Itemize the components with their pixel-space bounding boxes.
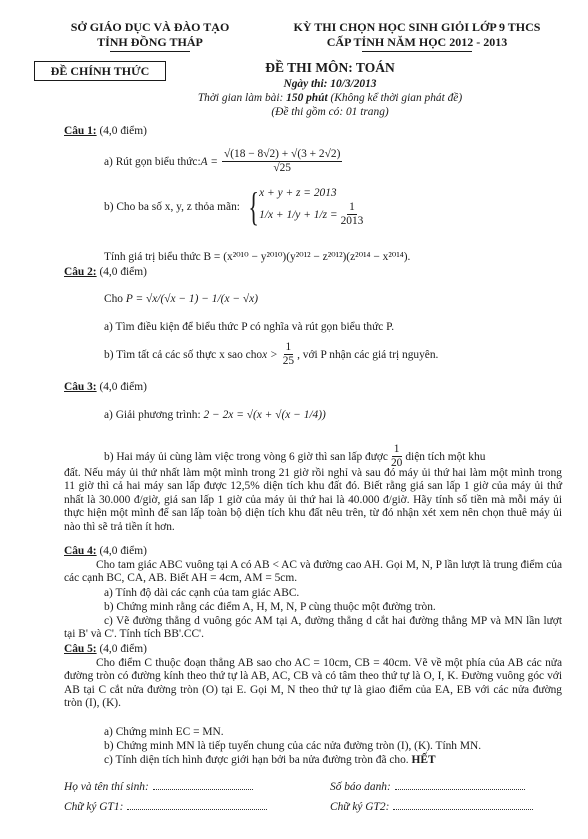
official-exam-box: ĐỀ CHÍNH THỨC <box>34 61 166 81</box>
q5-heading: Câu 5: (4,0 điểm) <box>64 643 147 655</box>
q5-part-c: c) Tính diện tích hình được giới hạn bởi ba nửa đường tròn đã cho. HẾT <box>104 754 436 766</box>
q2-part-b: b) Tìm tất cả các số thực x sao cho x > $\frac{1}{25}$ , với P nhận các giá trị nguyên. <box>104 341 439 367</box>
q5-part-a: a) Chứng minh EC = MN. <box>104 726 224 738</box>
exam-date: Ngày thi: 10/3/2013 <box>283 78 377 90</box>
footer-signature-1: Chữ ký GT1: <box>64 801 267 813</box>
q4-part-a: a) Tính độ dài các cạnh của tam giác ABC. <box>104 587 300 599</box>
q5-part-b: b) Chứng minh MN là tiếp tuyến chung của các nửa đường tròn (I), (K). Tính MN. <box>104 740 482 752</box>
q1-part-b: b) Cho ba số x, y, z thỏa mãn: { x + y + z = 2013 1/x + 1/y + 1/z = $\frac{1}{2013}$ <box>104 185 366 228</box>
q3-heading: Câu 3: (4,0 điểm) <box>64 381 147 393</box>
q4-heading: Câu 4: (4,0 điểm) <box>64 545 147 557</box>
q2-part-a: a) Tìm điều kiện để biểu thức P có nghĩa và rút gọn biểu thức P. <box>104 321 395 333</box>
exam-subject: ĐỀ THI MÔN: TOÁN <box>265 60 395 75</box>
header-left-rule <box>110 51 190 52</box>
footer-candidate-name: Họ và tên thí sinh: <box>64 781 253 793</box>
q1-part-a: a) Rút gọn biểu thức: A = $\frac{√(18 - 8√2) + √(3 + 2√2)}{√25}$ <box>104 148 341 174</box>
q3-part-a: a) Giải phương trình: 2 − 2x = √(x + √(x − 1/4)) <box>104 409 326 421</box>
q4-part-c: c) Vẽ đường thẳng d vuông góc AM tại A, đường thẳng d cắt hai đường thẳng MP và MN lần lượt tại B' và C'. Tính tích BB'.CC'. <box>64 615 562 641</box>
q1-a-fraction: $\frac{√(18 - 8√2) + √(3 + 2√2)}{√25}$ <box>223 148 341 174</box>
q1-compute-b: Tính giá trị biểu thức B = (x²⁰¹⁰ − y²⁰¹⁰)(y²⁰¹² − z²⁰¹²)(z²⁰¹⁴ − x²⁰¹⁴). <box>104 251 411 263</box>
header-year: CẤP TỈNH NĂM HỌC 2012 - 2013 <box>326 35 508 49</box>
header-department: SỞ GIÁO DỤC VÀ ĐÀO TẠO <box>70 20 230 34</box>
header-right-rule <box>362 51 472 52</box>
q2-given: Cho P = √x/(√x − 1) − 1/(x − √x) <box>104 293 258 305</box>
q5-intro: Cho điểm C thuộc đoạn thẳng AB sao cho AC = 10cm, CB = 40cm. Vẽ về một phía của AB các nửa đường tròn có đường kính theo thứ tự là AB, AC, CB và có tâm theo thứ tự là O, I, K. Đường vuông góc với AB tại C cắt nửa đường tròn (O) tại E. Gọi M, N theo thứ tự là giao điểm của EA, EB với các nửa đường tròn (I), (K). <box>64 657 562 710</box>
q4-intro: Cho tam giác ABC vuông tại A có AB < AC và đường cao AH. Gọi M, N, P lần lượt là trung điểm của các cạnh BC, CA, AB. Biết AH = 4cm, AM = 5cm. <box>64 559 562 585</box>
q1-equation-system: { x + y + z = 2013 1/x + 1/y + 1/z = $\frac{1}{2013}$ <box>248 183 364 229</box>
q1-heading: Câu 1: (4,0 điểm) <box>64 125 147 137</box>
exam-pages-note: (Đề thi gồm có: 01 trang) <box>271 106 389 118</box>
exam-duration: Thời gian làm bài: 150 phút (Không kể thời gian phát đề) <box>197 92 463 104</box>
header-province: TỈNH ĐỒNG THÁP <box>97 35 203 49</box>
q3-part-b-line1: b) Hai máy ủi cùng làm việc trong vòng 6 giờ thì san lấp được $\frac{1}{20}$ diện tích một khu <box>104 443 486 469</box>
header-exam-name: KỲ THI CHỌN HỌC SINH GIỎI LỚP 9 THCS <box>293 20 541 34</box>
q4-part-b: b) Chứng minh rằng các điểm A, H, M, N, P cùng thuộc một đường tròn. <box>104 601 436 613</box>
q2-heading: Câu 2: (4,0 điểm) <box>64 266 147 278</box>
footer-signature-2: Chữ ký GT2: <box>330 801 533 813</box>
footer-candidate-id: Số báo danh: <box>330 781 525 793</box>
q3-part-b-body: đất. Nếu máy ủi thứ nhất làm một mình trong 21 giờ rồi nghỉ và sau đó máy ủi thứ hai làm một mình trong 11 giờ thì cả hai máy san lấp được 12,5% diện tích khu đất đó. Biết rằng giá san lấp 1 giờ của máy ủi thứ nhất là 30.000 đ/giờ, giá san lấp 1 giờ của máy ủi thứ hai là 40.000 đ/giờ. Hãy tính số tiền mà mỗi máy ủi thực hiện một mình để san lấp toàn bộ diện tích khu đất nêu trên, từ đó nhận xét xem nên chọn thuê máy ủi nào thì sẽ trả tiền ít hơn. <box>64 467 562 533</box>
